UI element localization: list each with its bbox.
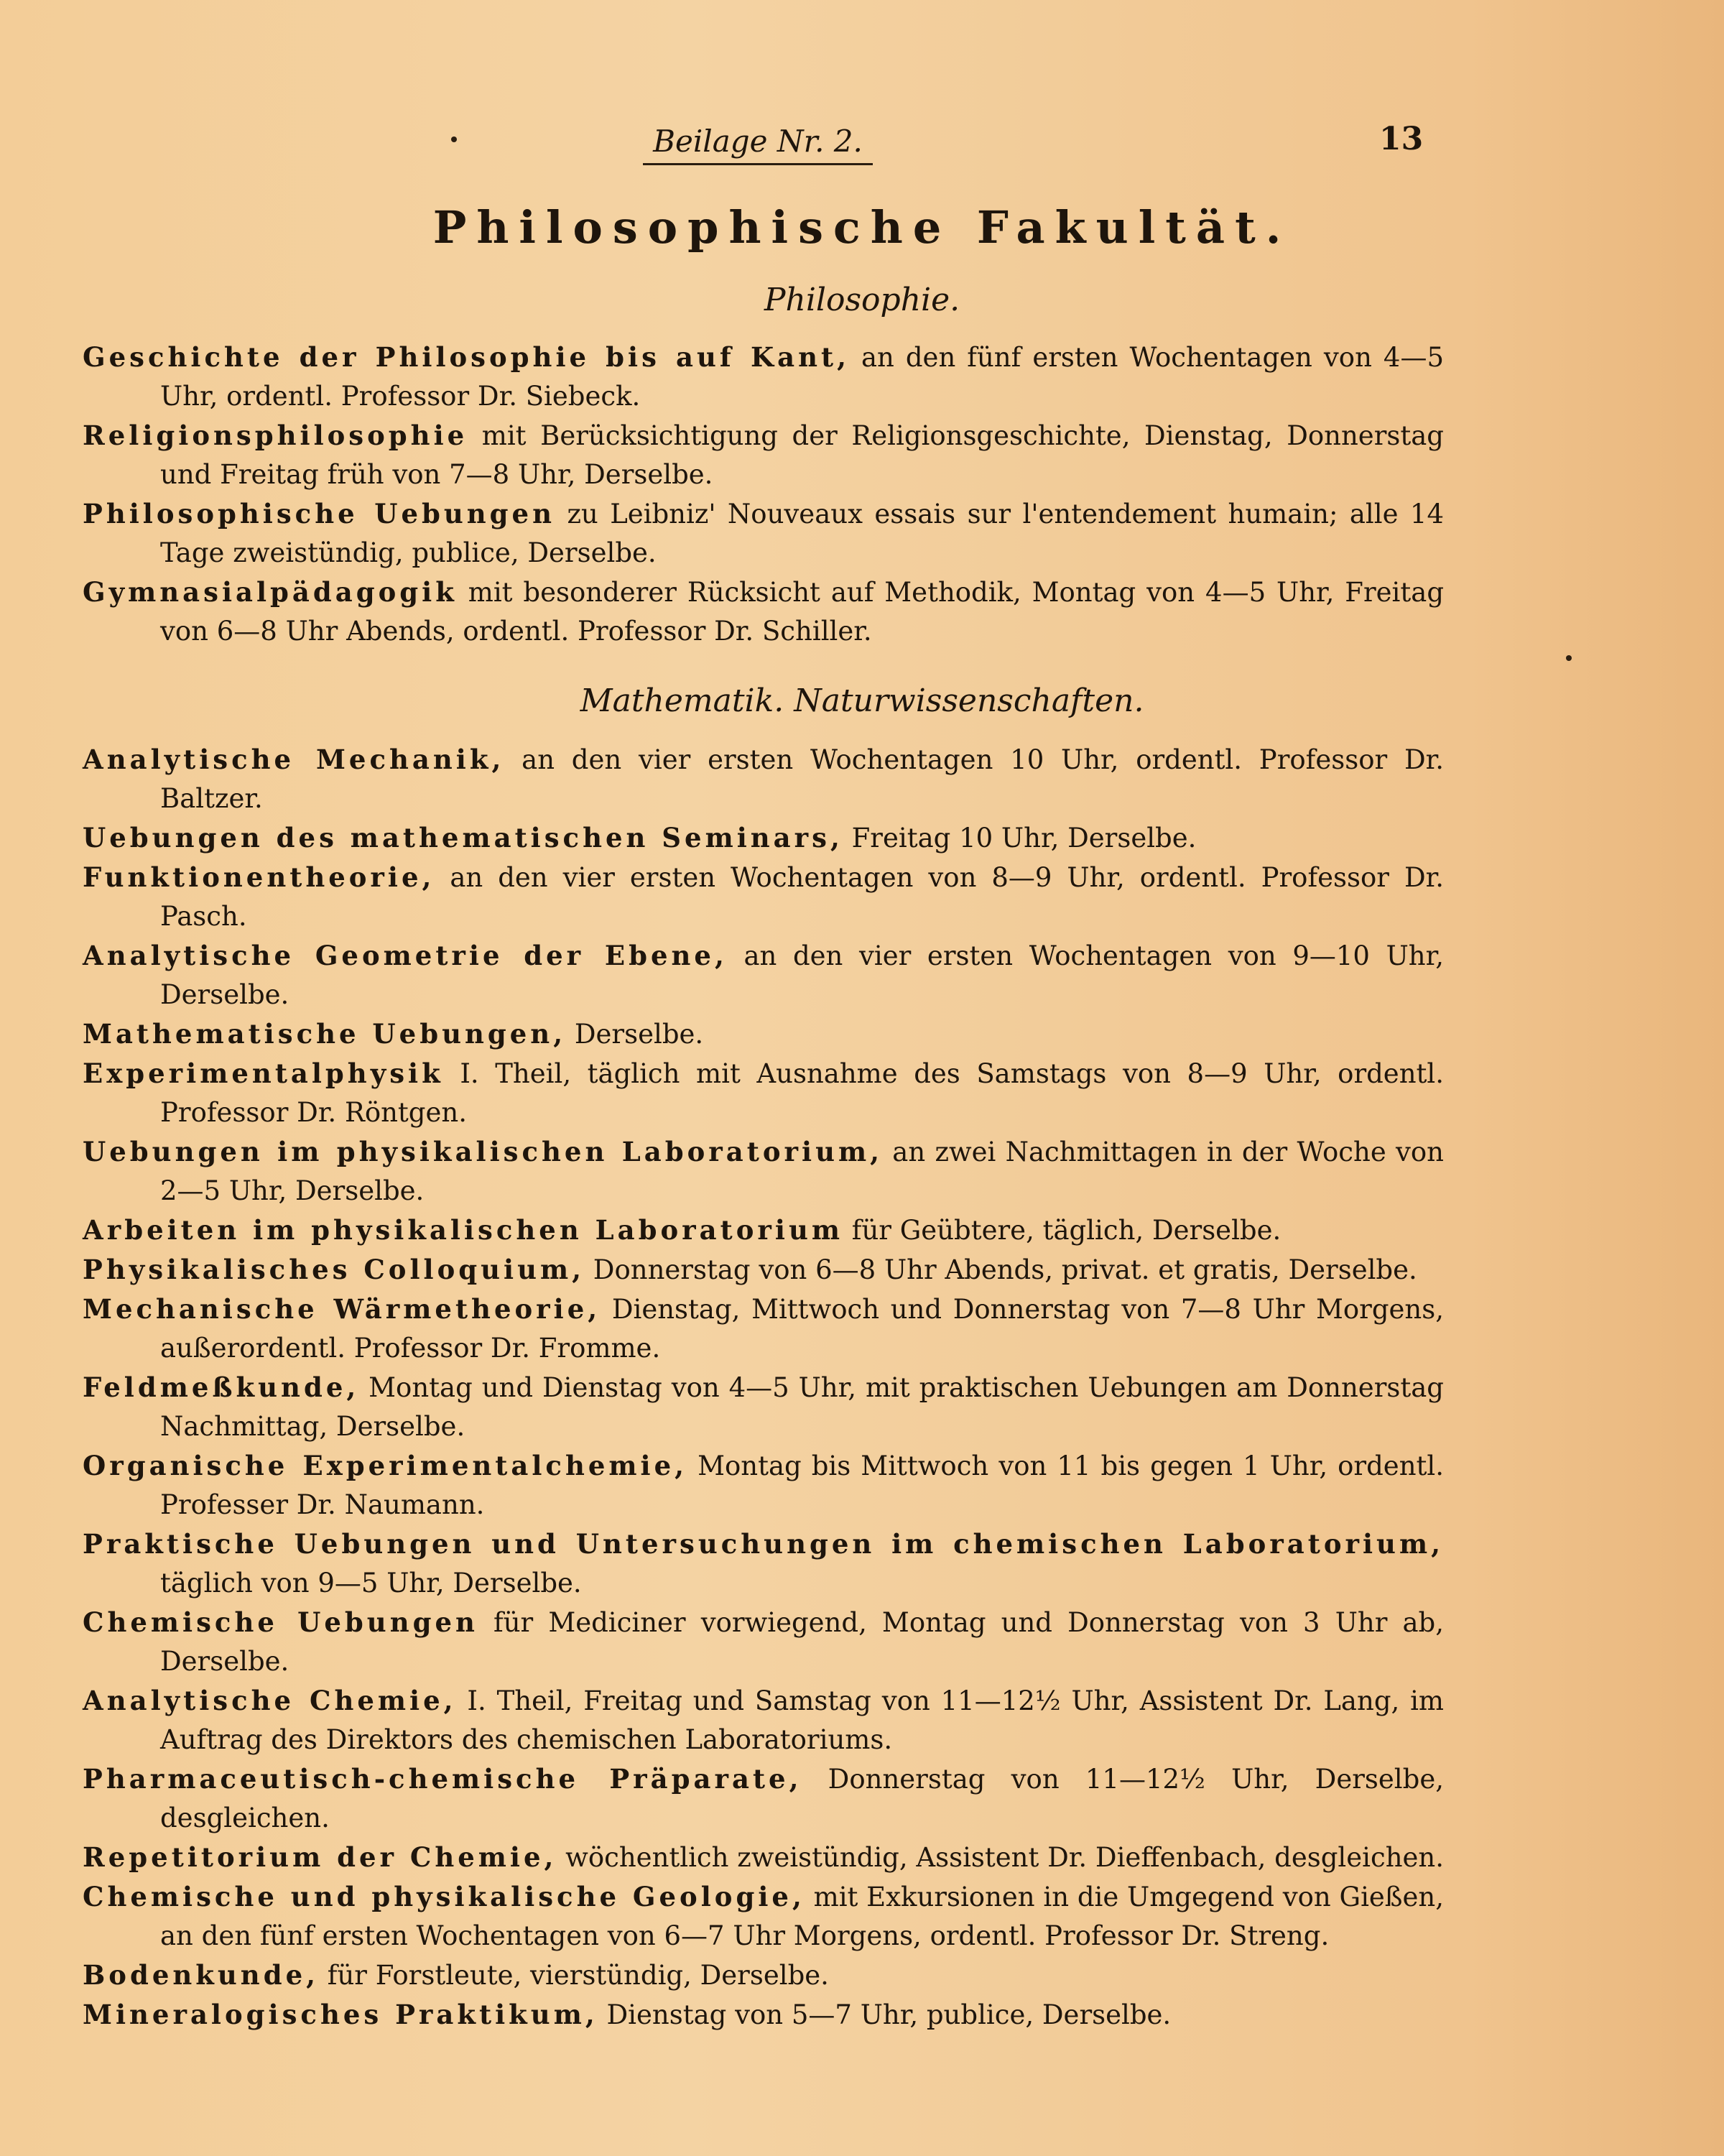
entry-subject: Funktionentheorie,: [83, 861, 435, 893]
list-item: [83, 1054, 1444, 1132]
list-item: [83, 1290, 1444, 1368]
entry-detail: Dienstag von 5—7 Uhr, publice, Derselbe.: [606, 1999, 1172, 2030]
list-item: [83, 1681, 1444, 1759]
list-item: [83, 494, 1444, 573]
list-item: [83, 1525, 1444, 1603]
entry-subject: Chemische und physikalische Geologie,: [83, 1881, 805, 1912]
list-item: [83, 573, 1444, 651]
list-item: [83, 416, 1444, 494]
entry-subject: Gymnasialpädagogik: [83, 576, 458, 608]
entry-detail: Montag bis Mittwoch von 11 bis gegen 1 Uhr, ordentl. Professer Dr. Naumann.: [160, 1451, 1444, 1520]
entry-subject: Feldmeßkunde,: [83, 1371, 360, 1403]
entry-subject: Bodenkunde,: [83, 1959, 319, 1991]
entry-detail: zu Leibniz' Nouveaux essais sur l'entendement humain; alle 14 Tage zweistündig, publice, Derselbe.: [160, 499, 1445, 568]
entry-subject: Repetitorium der Chemie,: [83, 1841, 557, 1873]
list-item: [83, 1446, 1444, 1525]
list-item: [83, 1956, 1444, 1995]
entry-subject: Mathematische Uebungen,: [83, 1018, 567, 1050]
entry-detail: für Forstleute, vierstündig, Derselbe.: [327, 1960, 829, 1991]
entry-detail: Donnerstag von 6—8 Uhr Abends, privat. et gratis, Derselbe.: [593, 1254, 1417, 1285]
entry-list: [83, 338, 1444, 651]
entry-list: [83, 740, 1444, 2035]
list-item: [83, 1995, 1444, 2035]
entry-detail: an zwei Nachmittagen in der Woche von 2—5 Uhr, Derselbe.: [160, 1137, 1444, 1206]
list-item: [83, 1603, 1444, 1681]
faculty-title: Philosophische Fakultät.: [432, 201, 1292, 254]
entry-detail: an den vier ersten Wochentagen 10 Uhr, ordentl. Professor Dr. Baltzer.: [160, 744, 1445, 814]
entry-subject: Analytische Geometrie der Ebene,: [83, 940, 728, 971]
entry-detail: wöchentlich zweistündig, Assistent Dr. Dieffenbach, desgleichen.: [565, 1842, 1445, 1873]
list-item: [83, 1368, 1444, 1446]
entry-subject: Geschichte der Philosophie bis auf Kant,: [83, 341, 850, 373]
section-heading: Philosophie.: [764, 282, 960, 318]
ink-dot: [451, 137, 457, 142]
entry-subject: Religionsphilosophie: [83, 420, 468, 451]
list-item: [83, 818, 1444, 858]
entry-subject: Uebungen des mathematischen Seminars,: [83, 822, 843, 853]
entry-subject: Analytische Mechanik,: [83, 744, 505, 775]
entry-detail: I. Theil, täglich mit Ausnahme des Samstags von 8—9 Uhr, ordentl. Professor Dr. Röntgen.: [160, 1058, 1445, 1128]
entry-detail: mit Exkursionen in die Umgegend von Gießen, an den fünf ersten Wochentagen von 6—7 Uhr Morgens, ordentl. Professor Dr. Streng.: [160, 1882, 1445, 1951]
entry-detail: an den vier ersten Wochentagen von 8—9 Uhr, ordentl. Professor Dr. Pasch.: [160, 862, 1444, 932]
entry-detail: I. Theil, Freitag und Samstag von 11—12½ Uhr, Assistent Dr. Lang, im Auftrag des Direktors des chemischen Laboratoriums.: [160, 1685, 1444, 1755]
ink-dot: [1566, 655, 1572, 661]
entry-subject: Praktische Uebungen und Untersuchungen im chemischen Laboratorium,: [83, 1528, 1444, 1560]
entry-detail: Montag und Dienstag von 4—5 Uhr, mit praktischen Uebungen am Donnerstag Nachmittag, Derselbe.: [160, 1372, 1444, 1442]
entry-subject: Experimentalphysik: [83, 1058, 444, 1089]
entry-detail: für Geübtere, täglich, Derselbe.: [851, 1215, 1282, 1246]
entry-detail: an den vier ersten Wochentagen von 9—10 Uhr, Derselbe.: [160, 940, 1444, 1010]
entry-subject: Philosophische Uebungen: [83, 498, 555, 529]
list-item: [83, 1014, 1444, 1054]
entry-detail: Donnerstag von 11—12½ Uhr, Derselbe, desgleichen.: [160, 1764, 1444, 1833]
entry-subject: Physikalisches Colloquium,: [83, 1254, 585, 1285]
entry-detail: täglich von 9—5 Uhr, Derselbe.: [160, 1568, 582, 1599]
entry-subject: Mechanische Wärmetheorie,: [83, 1293, 601, 1325]
entry-detail: Freitag 10 Uhr, Derselbe.: [851, 823, 1197, 853]
entry-subject: Organische Experimentalchemie,: [83, 1450, 688, 1481]
page-header: [0, 115, 1724, 180]
entry-detail: Dienstag, Mittwoch und Donnerstag von 7—8 Uhr Morgens, außerordentl. Professor Dr. Fromme.: [160, 1294, 1445, 1364]
entry-subject: Analytische Chemie,: [83, 1685, 457, 1716]
entry-detail: an den fünf ersten Wochentagen von 4—5 Uhr, ordentl. Professor Dr. Siebeck.: [160, 342, 1444, 412]
entry-subject: Uebungen im physikalischen Laboratorium,: [83, 1136, 884, 1167]
list-item: [83, 858, 1444, 936]
entry-subject: Pharmaceutisch-chemische Präparate,: [83, 1763, 802, 1795]
entry-detail: Derselbe.: [574, 1019, 704, 1050]
section-heading: Mathematik. Naturwissenschaften.: [580, 683, 1144, 719]
entry-detail: mit besonderer Rücksicht auf Methodik, Montag von 4—5 Uhr, Freitag von 6—8 Uhr Abends, ordentl. Professor Dr. Schiller.: [160, 577, 1444, 647]
entry-subject: Arbeiten im physikalischen Laboratorium: [83, 1214, 844, 1246]
list-item: [83, 1211, 1444, 1250]
list-item: [83, 338, 1444, 416]
entry-subject: Chemische Uebungen: [83, 1606, 478, 1638]
entry-subject: Mineralogisches Praktikum,: [83, 1999, 598, 2030]
list-item: [83, 1838, 1444, 1877]
list-item: [83, 740, 1444, 818]
list-item: [83, 936, 1444, 1014]
list-item: [83, 1759, 1444, 1838]
list-item: [83, 1132, 1444, 1211]
entry-detail: für Mediciner vorwiegend, Montag und Donnerstag von 3 Uhr ab, Derselbe.: [160, 1607, 1445, 1677]
entry-detail: mit Berücksichtigung der Religionsgeschichte, Dienstag, Donnerstag und Freitag früh von 7—8 Uhr, Derselbe.: [160, 420, 1444, 490]
header-title: Beilage Nr. 2.: [643, 124, 873, 165]
page-number: 13: [1379, 121, 1424, 157]
list-item: [83, 1877, 1444, 1956]
list-item: [83, 1250, 1444, 1290]
